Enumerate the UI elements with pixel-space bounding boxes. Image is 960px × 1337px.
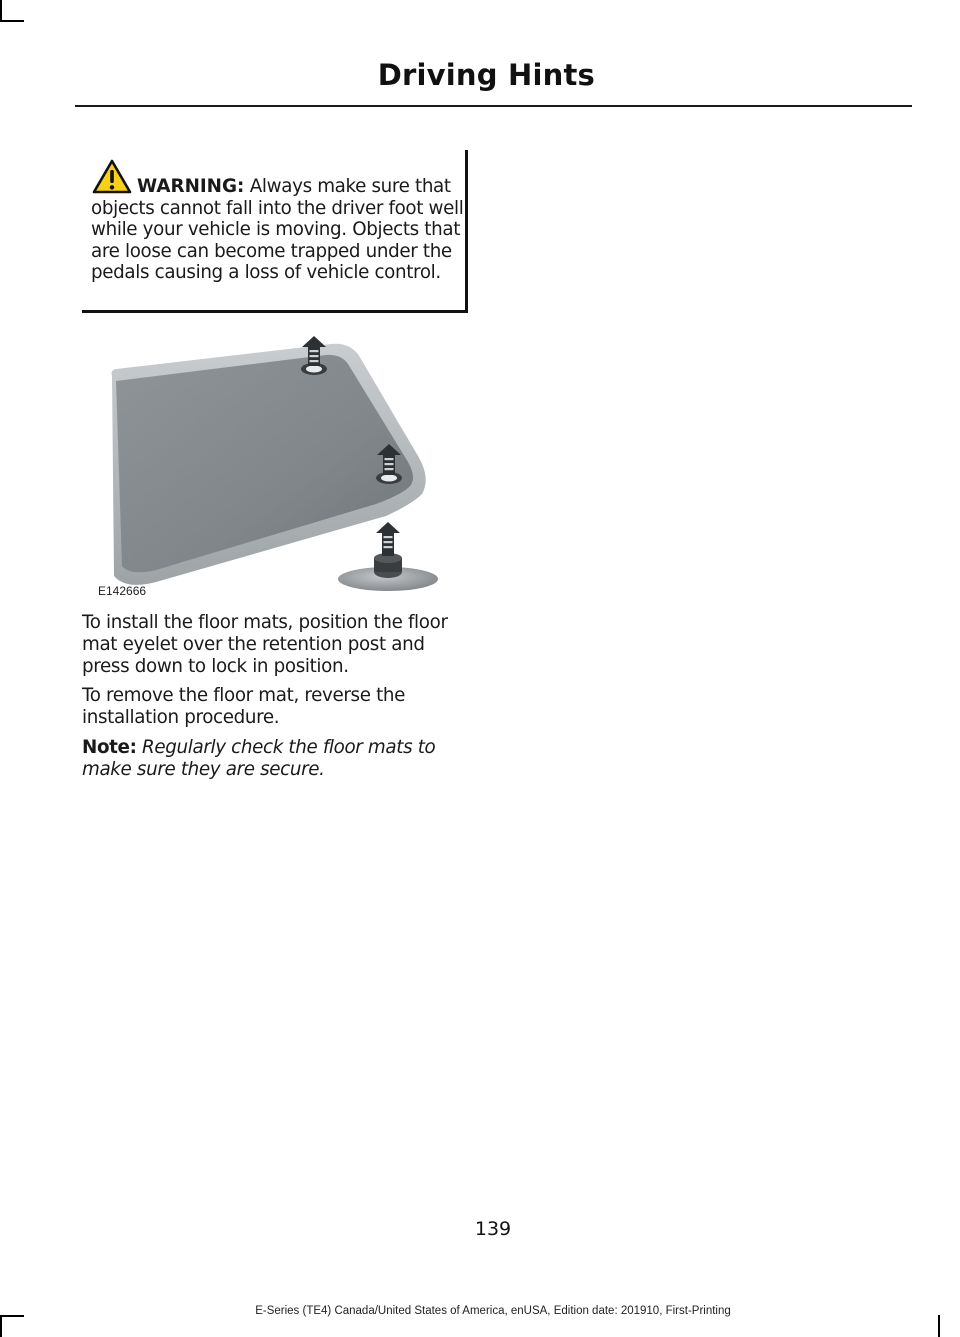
- crop-mark-bottom-right: [938, 1315, 940, 1337]
- floor-mat-illustration: [86, 336, 466, 598]
- edition-footer: E-Series (TE4) Canada/United States of America, enUSA, Edition date: 201910, First-Printing: [255, 1305, 731, 1317]
- remove-paragraph: To remove the floor mat, reverse the installation procedure.: [82, 685, 406, 728]
- header-divider: [75, 105, 912, 107]
- note-label: Note:: [82, 737, 137, 758]
- warning-text: [91, 176, 469, 284]
- page-title: Driving Hints: [377, 58, 595, 92]
- warning-label: WARNING:: [137, 176, 245, 197]
- crop-mark-top-left: [0, 0, 2, 22]
- figure-id: E142666: [98, 584, 147, 598]
- install-paragraph: To install the floor mats, position the floor mat eyelet over the retention post and press down to lock in position.: [82, 612, 448, 677]
- note-text: Regularly check the floor mats to make sure they are secure.: [82, 737, 436, 780]
- up-arrow-icon: [376, 522, 400, 556]
- warning-body: Always make sure that objects cannot fall into the driver foot well while your vehicle is moving. Objects that are loose can become trapped under the pedals causing a loss of vehicle control.: [91, 176, 464, 284]
- crop-mark-top-left-h: [0, 20, 24, 22]
- note-paragraph: [82, 737, 477, 781]
- page-number: 139: [474, 1218, 512, 1240]
- crop-mark-bottom-left-v: [0, 1315, 2, 1337]
